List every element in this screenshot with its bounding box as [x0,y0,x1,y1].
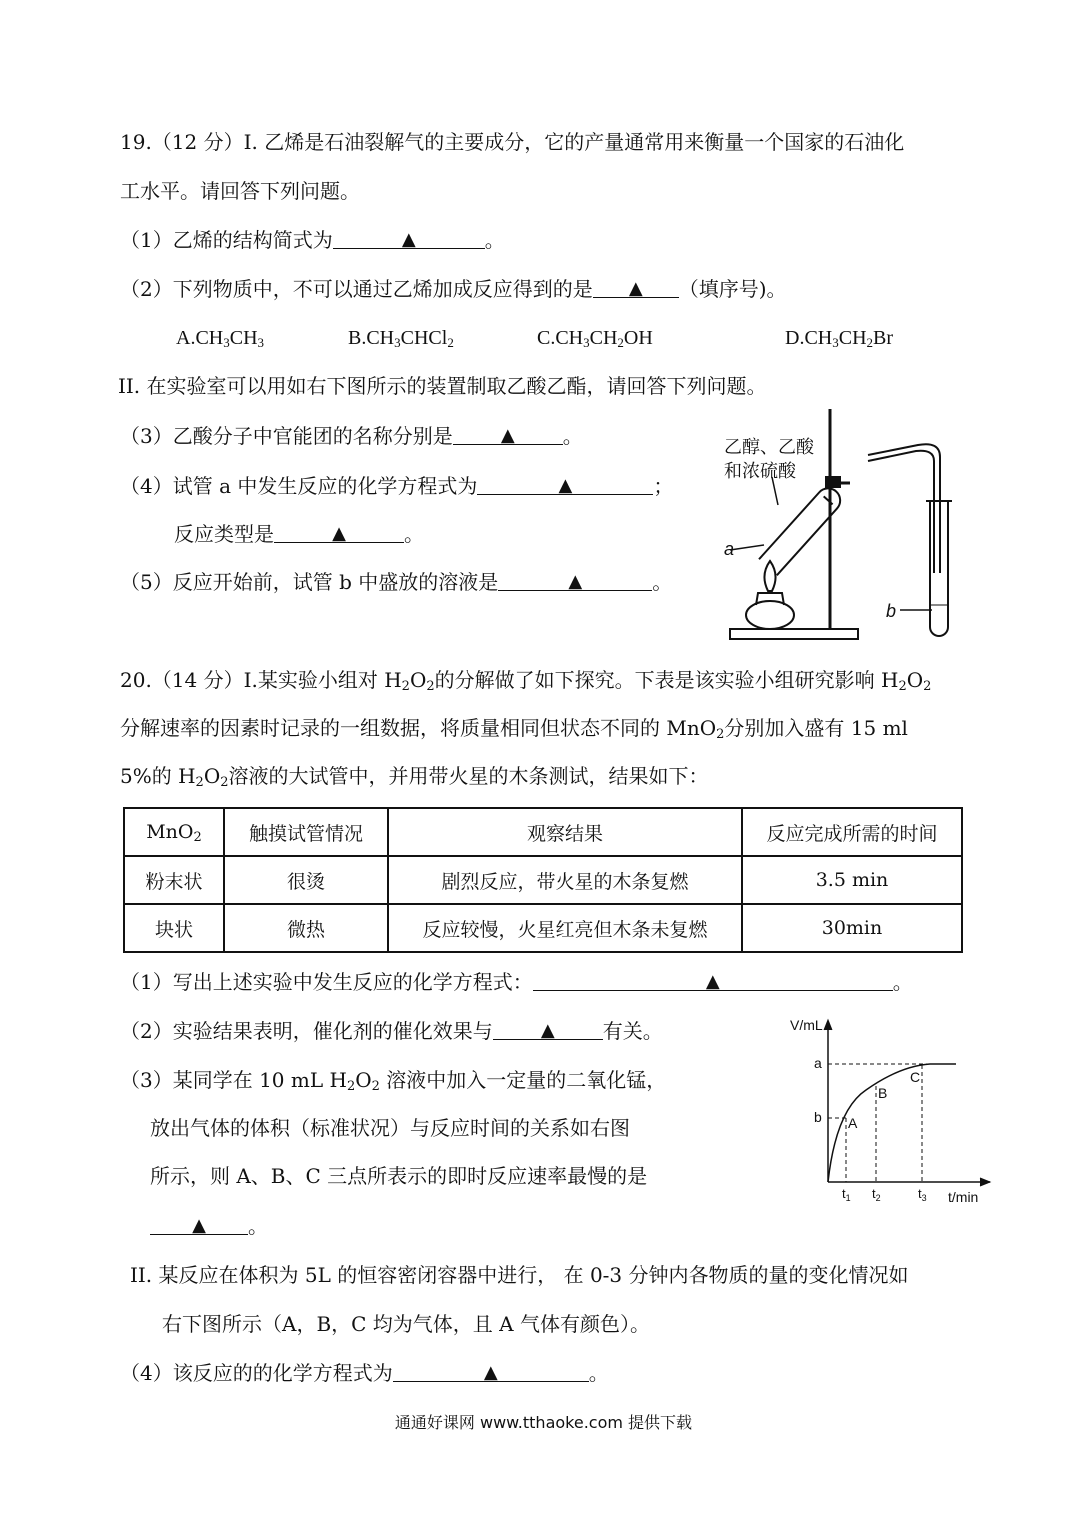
q19-part4-type: 反应类型是 ▲ 。 [174,522,424,546]
triangle-icon: ▲ [483,1362,498,1383]
fig-label-2: 和浓硫酸 [724,461,796,481]
q20-part3: （3）某同学在 10 mL $H_2O_2$ 溶液中加入一定量的二氧化锰， [120,1068,667,1094]
fig-label-1: 乙醇、乙酸 [724,437,814,457]
point-b: B [878,1085,888,1101]
flame [764,561,775,591]
triangle-icon: ▲ [192,1215,206,1236]
q19-section-ii: II. 在实验室可以用如右下图所示的装置制取乙酸乙酯，请回答下列问题。 [118,374,767,398]
q19-line1: 19.（12 分）I. 乙烯是石油裂解气的主要成分，它的产量通常用来衡量一个国家的石油化 [120,130,905,154]
graph-b: b [814,1109,822,1125]
tick-t1: $t_1$ [842,1186,851,1203]
answer-blank[interactable] [498,568,652,591]
q19-part1-text: （1）乙烯的结构简式为 [120,228,333,252]
triangle-icon: ▲ [568,571,583,592]
table-header-row [124,808,962,856]
fig-label-b: b [886,601,897,621]
q19-line2: 工水平。请回答下列问题。 [120,179,360,203]
q20-line2: 分解速率的因素时记录的一组数据，将质量相同但状态不同的 MnO$_2$分别加入盛有 15 ml [120,716,908,742]
triangle-icon: ▲ [332,523,346,544]
q19-part1 [120,226,505,254]
answer-blank[interactable] [453,422,563,445]
table-cell: 微热 [224,904,388,952]
tick-t3: $t_3$ [918,1186,927,1203]
q20-part3-line2: 放出气体的体积（标准状况）与反应时间的关系如右图 [150,1116,630,1140]
table-cell: 3.5 min [742,856,962,904]
q20-part3-line3: 所示，则 A、B、C 三点所表示的即时反应速率最慢的是 [150,1164,648,1188]
table-header-cell: 触摸试管情况 [224,808,388,856]
option-b: $B.CH_3CHCl_2$ [348,327,454,350]
triangle-icon: ▲ [558,475,573,496]
option-d: $D.CH_3CH_2Br$ [785,327,894,350]
answer-blank[interactable] [274,520,404,543]
punct: 。 [484,228,505,252]
test-tube-a [759,483,845,575]
triangle-icon: ▲ [705,971,720,992]
answer-blank[interactable] [333,226,485,249]
q19-part2-text: （2）下列物质中，不可以通过乙烯加成反应得到的是 [120,277,593,301]
answer-blank[interactable] [393,1359,589,1382]
option-a: $A.CH_3CH_3$ [176,327,265,350]
q20-part3-line4: ▲ 。 [150,1212,268,1240]
q19-part4: （4）试管 a 中发生反应的化学方程式为 ▲ ； [120,474,674,498]
option-c: $C.CH_3CH_2OH$ [537,327,653,350]
table-cell: 块状 [124,904,224,952]
clamp-head [826,477,840,487]
table-cell: 反应较慢，火星红亮但木条未复燃 [388,904,742,952]
table-row [124,856,962,904]
q20-section-ii-line1: II. 某反应在体积为 5L 的恒容密闭容器中进行， 在 0-3 分钟内各物质的量的变化情况如 [130,1263,909,1287]
q20-part4: （4）该反应的的化学方程式为 ▲ 。 [120,1361,609,1385]
stand-base [730,629,858,639]
tick-t2: $t_2$ [872,1186,881,1203]
table-cell: 粉末状 [124,856,224,904]
graph-ylabel: V/mL [790,1017,823,1033]
answer-blank[interactable] [593,275,679,298]
q19-part3: （3）乙酸分子中官能团的名称分别是 ▲ 。 [120,424,583,448]
triangle-icon: ▲ [401,229,416,250]
fig-label-a: a [724,539,735,559]
triangle-icon: ▲ [500,425,515,446]
table-header-cell: 反应完成所需的时间 [742,808,962,856]
mno2-results-table [123,807,963,953]
table-cell: 剧烈反应，带火星的木条复燃 [388,856,742,904]
graph-xlabel: t/min [948,1189,979,1205]
table-header-cell: 观察结果 [388,808,742,856]
answer-blank[interactable] [477,472,653,495]
table-row [124,904,962,952]
point-a: A [848,1115,858,1131]
table-cell: 30min [742,904,962,952]
answer-blank[interactable] [150,1212,248,1235]
triangle-icon: ▲ [540,1020,555,1041]
ester-apparatus-figure [718,405,968,650]
volume-time-graph [780,1010,1000,1210]
answer-blank[interactable] [493,1017,603,1040]
q19-part2-tail: （填序号)。 [678,277,787,301]
spirit-lamp [746,601,794,629]
page-footer: 通通好课网 www.tthaoke.com 提供下载 [394,1413,693,1432]
q20-line1: 20.（14 分）I.某实验小组对 $H_2O_2$的分解做了如下探究。下表是该实验小组研究影响 $H_2O_2$ [120,668,932,694]
q19-part2 [120,275,787,303]
graph-a: a [814,1055,822,1071]
q19-part5: （5）反应开始前，试管 b 中盛放的溶液是 ▲ 。 [120,570,673,594]
q20-part1: （1）写出上述实验中发生反应的化学方程式： ▲ 。 [120,970,913,994]
triangle-icon: ▲ [628,278,643,299]
answer-blank[interactable] [533,968,893,991]
q20-section-ii-line2: 右下图所示（A，B，C 均为气体，且 A 气体有颜色）。 [162,1312,650,1336]
q20-line3: 5%的 $H_2O_2$溶液的大试管中，并用带火星的木条测试，结果如下： [120,764,709,790]
table-cell: 很烫 [224,856,388,904]
table-header-cell: MnO$_2$ [124,808,224,856]
q20-part2: （2）实验结果表明，催化剂的催化效果与 ▲ 有关。 [120,1019,663,1043]
point-c: C [910,1069,921,1085]
